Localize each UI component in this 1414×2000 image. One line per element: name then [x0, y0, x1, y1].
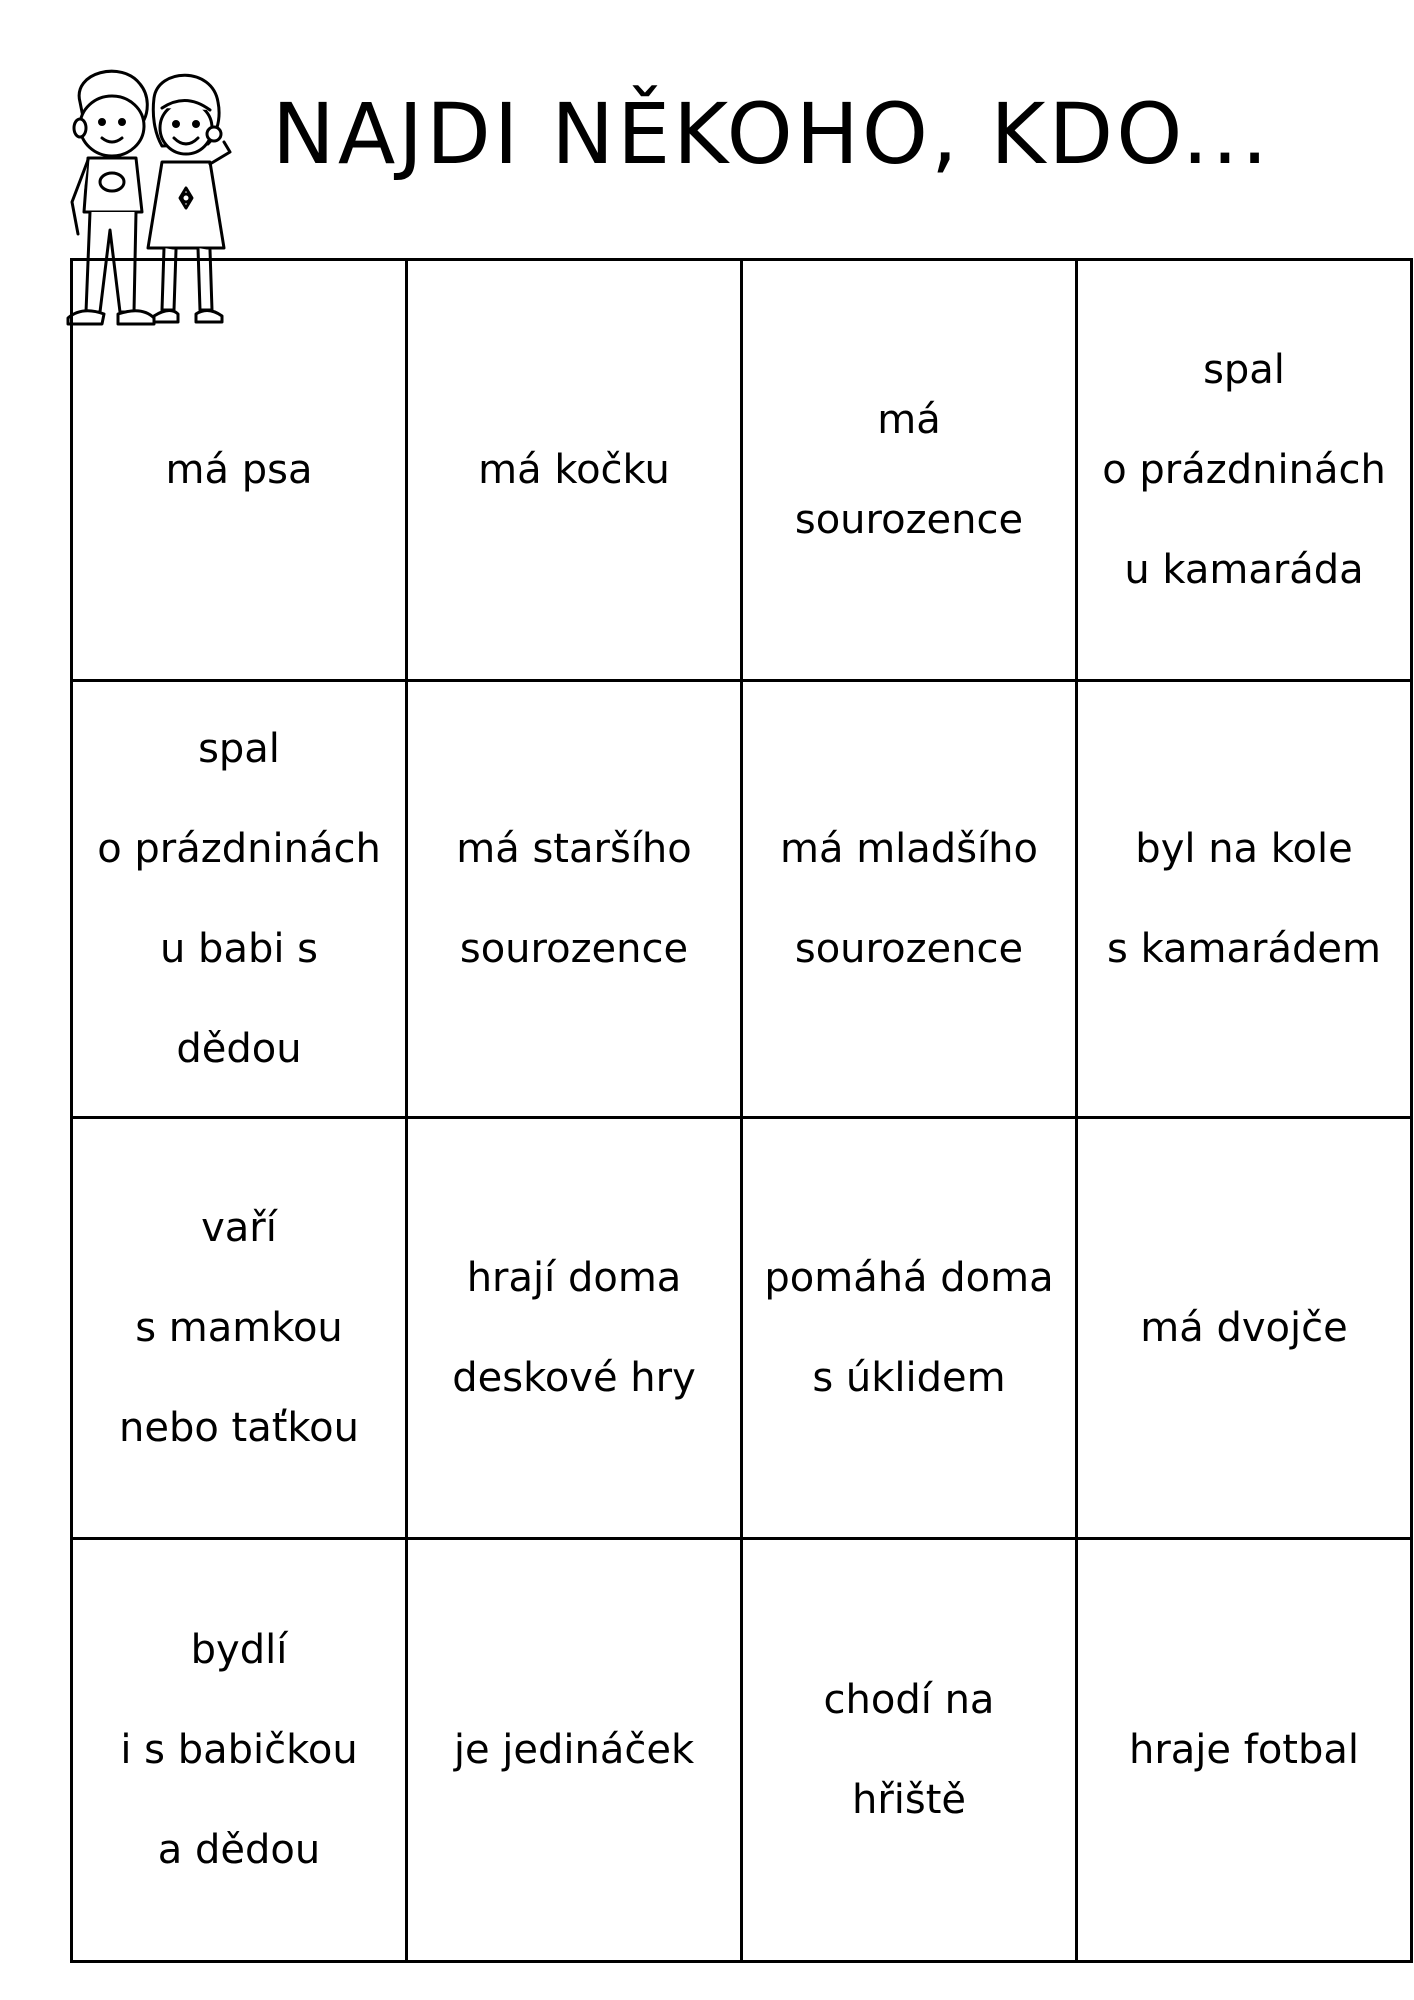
grid-cell: [407, 1118, 742, 1539]
grid-cell: [1077, 1118, 1412, 1539]
grid-row: [72, 1539, 1412, 1962]
grid-cell: [72, 1539, 407, 1962]
grid-row: [72, 681, 1412, 1118]
grid-cell: [742, 1539, 1077, 1962]
grid-cell: [72, 681, 407, 1118]
cell-text-line: má kočku: [478, 447, 670, 493]
cell-text-line: bydlí: [190, 1627, 288, 1673]
grid-cell: [72, 1118, 407, 1539]
cell-text-line: o prázdninách: [1102, 447, 1386, 493]
cell-text-line: vaří: [201, 1205, 277, 1251]
cell-text-line: dědou: [176, 1026, 302, 1072]
cell-text-line: byl na kole: [1135, 826, 1353, 872]
cell-text-line: nebo taťkou: [119, 1405, 359, 1451]
cell-text-line: spal: [198, 726, 280, 772]
cell-text-line: s kamarádem: [1107, 926, 1381, 972]
bingo-grid: [70, 258, 1413, 1963]
cell-text-line: spal: [1203, 347, 1285, 393]
cell-text-line: hrají doma: [466, 1255, 682, 1301]
cell-text-line: o prázdninách: [97, 826, 381, 872]
cell-text-line: má mladšího: [780, 826, 1038, 872]
cell-text-line: i s babičkou: [120, 1727, 358, 1773]
grid-cell: [742, 681, 1077, 1118]
grid-cell: [407, 1539, 742, 1962]
grid-cell: [72, 260, 407, 681]
cell-text-line: má staršího: [456, 826, 692, 872]
grid-cell: [742, 1118, 1077, 1539]
cell-text-line: sourozence: [794, 497, 1024, 543]
cell-text-line: s úklidem: [812, 1355, 1006, 1401]
grid-cell: [1077, 681, 1412, 1118]
cell-text-line: pomáhá doma: [764, 1255, 1054, 1301]
cell-text-line: má: [877, 397, 941, 443]
page-title: NAJDI NĚKOHO, KDO...: [272, 85, 1272, 183]
cell-text-line: hřiště: [851, 1777, 967, 1823]
cell-text-line: u kamaráda: [1124, 547, 1364, 593]
cell-text-line: u babi s: [159, 926, 319, 972]
grid-row: [72, 1118, 1412, 1539]
grid-cell: [407, 260, 742, 681]
cell-text-line: je jedináček: [453, 1727, 695, 1773]
grid-cell: [1077, 260, 1412, 681]
cell-text-line: a dědou: [157, 1827, 321, 1873]
cell-text-line: hraje fotbal: [1129, 1727, 1359, 1773]
cell-text-line: s mamkou: [135, 1305, 343, 1351]
grid-cell: [742, 260, 1077, 681]
grid-row: [72, 260, 1412, 681]
cell-text-line: chodí na: [823, 1677, 995, 1723]
grid-cell: [407, 681, 742, 1118]
cell-text-line: má psa: [165, 447, 313, 493]
cell-text-line: sourozence: [459, 926, 689, 972]
cell-text-line: deskové hry: [452, 1355, 696, 1401]
grid-cell: [1077, 1539, 1412, 1962]
cell-text-line: má dvojče: [1140, 1305, 1348, 1351]
cell-text-line: sourozence: [794, 926, 1024, 972]
